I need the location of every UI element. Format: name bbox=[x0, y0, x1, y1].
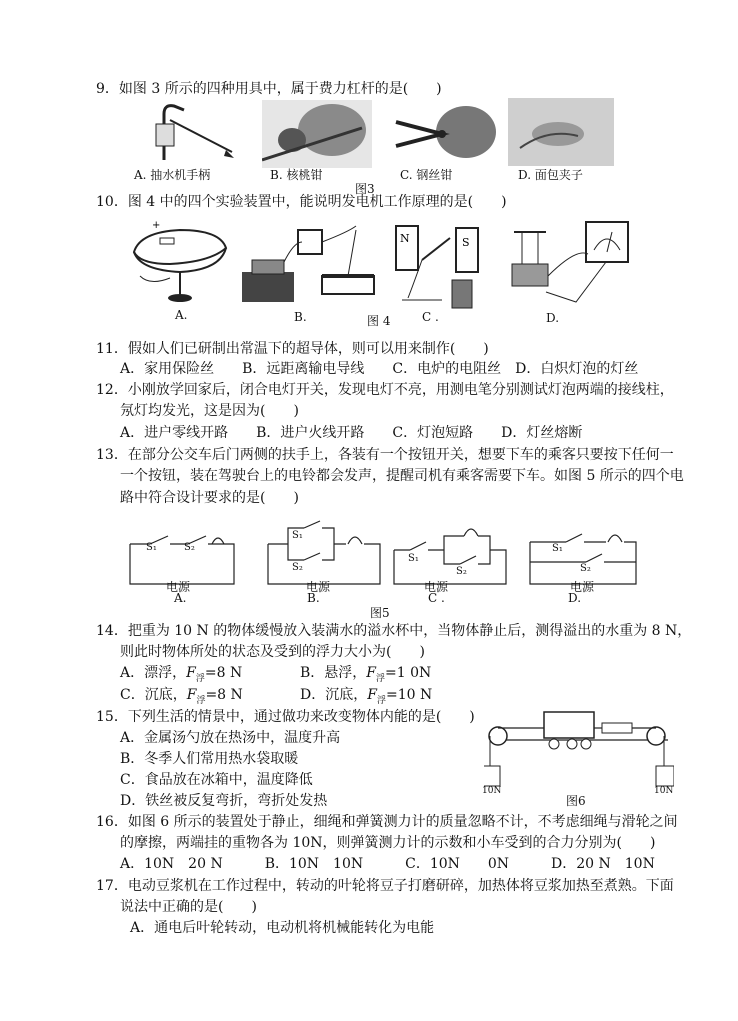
q9-stem: 9．如图 3 所示的四种用具中，属于费力杠杆的是( ) bbox=[96, 81, 442, 97]
q12-stem-line2: 氖灯均发光，这是因为( ) bbox=[120, 403, 299, 419]
q10-apparatus-d bbox=[506, 218, 636, 314]
q15-option-d: D．铁丝被反复弯折，弯折处发热 bbox=[120, 793, 328, 809]
q14-option-a: A．漂浮，$F_浮=8$ N bbox=[120, 665, 243, 684]
q15-weight-left-label: 10N bbox=[482, 786, 502, 796]
q11-options: A．家用保险丝 B．远距离输电导线 C．电炉的电阻丝 D．白炽灯泡的灯丝 bbox=[120, 361, 639, 377]
q9-photo-a bbox=[140, 100, 236, 168]
q13-b-s2: S₂ bbox=[292, 562, 303, 573]
q13-a-s2: S₂ bbox=[184, 542, 195, 553]
q13-c-s1: S₁ bbox=[408, 553, 419, 564]
q13-b-s1: S₁ bbox=[292, 530, 303, 541]
cart-icon bbox=[544, 712, 594, 738]
q9-photo-b bbox=[262, 100, 372, 168]
q10-figure-caption: 图 4 bbox=[367, 314, 391, 328]
q9-photo-c bbox=[392, 100, 496, 168]
q13-a-power: 电源 bbox=[166, 580, 191, 594]
q16-options: A．10N 20 N B．10N 10N C．10N 0N D．20 N 10N bbox=[120, 856, 655, 872]
q13-d-power: 电源 bbox=[570, 580, 595, 594]
q16-stem-line2: 的摩擦，两端挂的重物各为 10N，则弹簧测力计的示数和小车受到的合力分别为( ) bbox=[120, 835, 656, 851]
q14-option-c: C．沉底，$F_浮=8$ N bbox=[120, 687, 243, 706]
q13-d-s1: S₁ bbox=[552, 543, 563, 554]
q15-figure6-apparatus bbox=[484, 706, 674, 790]
q12-stem-line1: 12．小刚放学回家后，闭合电灯开关，发现电灯不亮，用测电笔分别测试灯泡两端的接线柱， bbox=[96, 382, 674, 398]
q15-figure-caption: 图6 bbox=[566, 794, 586, 808]
q12-options: A．进户零线开路 B．进户火线开路 C．灯泡短路 D．灯丝熔断 bbox=[120, 425, 583, 441]
q9-photo-d bbox=[508, 98, 614, 166]
left-weight-icon bbox=[484, 766, 500, 786]
q10-option-c: C . bbox=[422, 310, 439, 324]
q17-stem-line2: 说法中正确的是( ) bbox=[120, 899, 257, 915]
q13-d-label: D. bbox=[568, 591, 582, 605]
q14-option-b: B．悬浮，$F_浮=1$ 0N bbox=[300, 665, 432, 684]
right-pulley-icon bbox=[647, 727, 665, 745]
svg-text:N: N bbox=[400, 232, 410, 245]
q15-option-b: B．冬季人们常用热水袋取暖 bbox=[120, 751, 299, 767]
q13-b-power: 电源 bbox=[306, 580, 331, 594]
svg-text:+: + bbox=[152, 220, 161, 231]
q15-option-c: C．食品放在冰箱中，温度降低 bbox=[120, 772, 313, 788]
q14-stem-line2: 则此时物体所处的状态及受到的浮力大小为( ) bbox=[120, 644, 425, 660]
q11-stem: 11．假如人们已研制出常温下的超导体，则可以用来制作( ) bbox=[96, 341, 489, 357]
q15-option-a: A．金属汤勺放在热汤中，温度升高 bbox=[120, 730, 341, 746]
spring-scale-icon bbox=[602, 723, 632, 733]
q14-option-d: D．沉底，$F_浮=10$ N bbox=[300, 687, 433, 706]
right-weight-icon bbox=[656, 766, 674, 786]
q13-c-power: 电源 bbox=[424, 580, 449, 594]
q13-d-s2: S₂ bbox=[580, 563, 591, 574]
q10-option-a: A. bbox=[175, 308, 188, 322]
q13-stem-line3: 路中符合设计要求的是( ) bbox=[120, 490, 299, 506]
q10-option-b: B. bbox=[294, 310, 307, 324]
q10-apparatus-a bbox=[130, 218, 230, 308]
q13-b-label: B. bbox=[307, 591, 320, 605]
q13-a-label: A. bbox=[174, 591, 187, 605]
q9-option-d: D. 面包夹子 bbox=[518, 168, 583, 182]
q9-option-c: C. 钢丝钳 bbox=[400, 168, 453, 182]
q16-stem-line1: 16．如图 6 所示的装置处于静止，细绳和弹簧测力计的质量忽略不计，不考虑细绳与滑轮之间 bbox=[96, 814, 678, 830]
bell-icon bbox=[212, 538, 224, 544]
q13-c-s2: S₂ bbox=[456, 566, 467, 577]
q17-stem-line1: 17．电动豆浆机在工作过程中，转动的叶轮将豆子打磨研碎，加热体将豆浆加热至煮熟。下面 bbox=[96, 878, 674, 894]
q10-option-d: D. bbox=[546, 311, 560, 325]
q15-stem: 15．下列生活的情景中，通过做功来改变物体内能的是( ) bbox=[96, 709, 475, 725]
left-pulley-icon bbox=[489, 727, 507, 745]
q10-stem: 10．图 4 中的四个实验装置中，能说明发电机工作原理的是( ) bbox=[96, 194, 507, 210]
q9-option-a: A. 抽水机手柄 bbox=[134, 168, 211, 182]
q17-option-a: A．通电后叶轮转动，电动机将机械能转化为电能 bbox=[130, 920, 435, 936]
q13-a-s1: S₁ bbox=[146, 542, 157, 553]
q10-apparatus-b bbox=[238, 222, 378, 312]
q13-c-label: C . bbox=[428, 591, 445, 605]
q9-figure-caption: 图3 bbox=[355, 182, 375, 196]
q15-weight-right-label: 10N bbox=[654, 786, 674, 796]
svg-text:S: S bbox=[462, 236, 470, 249]
q13-figure-caption: 图5 bbox=[370, 606, 390, 620]
q9-option-b: B. 核桃钳 bbox=[270, 168, 323, 182]
q13-stem-line2: 一个按钮，装在驾驶台上的电铃都会发声，提醒司机有乘客需要下车。如图 5 所示的四个电 bbox=[120, 468, 684, 484]
q10-apparatus-c bbox=[392, 218, 502, 314]
q13-stem-line1: 13．在部分公交车后门两侧的扶手上，各装有一个按钮开关，想要下车的乘客只要按下任何一 bbox=[96, 447, 674, 463]
q14-stem-line1: 14．把重为 10 N 的物体缓慢放入装满水的溢水杯中，当物体静止后，测得溢出的水重为 8 N， bbox=[96, 623, 692, 639]
